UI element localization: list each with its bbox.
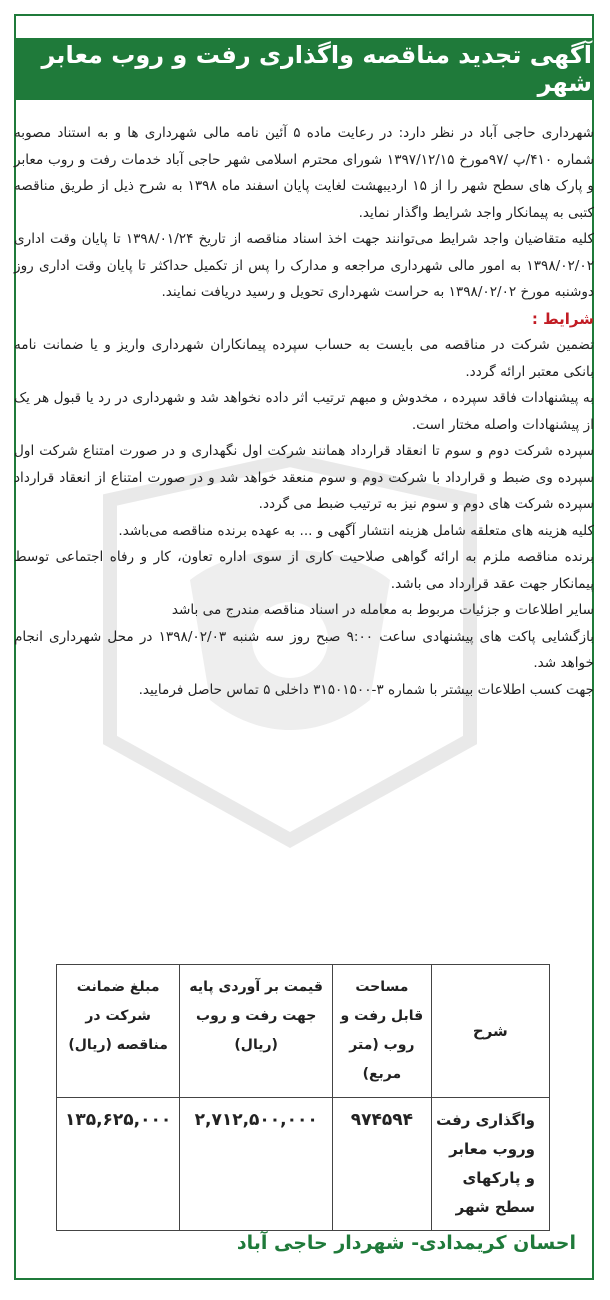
condition-item: برنده مناقصه ملزم به ارائه گواهی صلاحیت کاری از سوی اداره تعاون، کار و رفاه اجتماعی توسط پیمانکار جهت عقد قرارداد می باشد. [14, 549, 594, 592]
condition-item: سایر اطلاعات و جزئیات مربوط به معامله در اسناد مناقصه مندرج می باشد [171, 602, 594, 618]
signature: احسان کریمدادی- شهردار حاجی آباد [236, 1232, 576, 1254]
condition-item: سپرده شرکت دوم و سوم تا انعقاد قرارداد همانند شرکت اول نگهداری و در صورت امتناع شرکت اول سپرده وی ضبط و قرارداد با شرکت دوم و سوم منعقد خواهد شد و در صورت امتناع از انعقاد قرارداد سپرده شرکت های دوم و سوم نیز به ترتیب ضبط می گردد. [14, 443, 594, 512]
document-collection-paragraph: کلیه متقاضیان واجد شرایط می‌توانند جهت اخذ اسناد مناقصه از تاریخ ۱۳۹۸/۰۱/۲۴ تا پایان وقت اداری ۱۳۹۸/۰۲/۰۲ به امور مالی شهرداری مراجعه و مدارک را پس از تکمیل حداکثر تا پایان وقت اداری روز دوشنبه مورخ ۱۳۹۸/۰۲/۰۲ به حراست شهرداری تحویل و رسید دریافت نمایند. [14, 231, 594, 300]
header-area: مساحت قابل رفت و روب (متر مربع) [333, 965, 432, 1098]
cell-base-price: ۲,۷۱۲,۵۰۰,۰۰۰ [180, 1098, 333, 1231]
condition-item: به پیشنهادات فاقد سپرده ، مخدوش و مبهم ترتیب اثر داده نخواهد شد و شهرداری در رد یا قبول هر یک از پیشنهادات واصله مختار است. [14, 390, 594, 433]
condition-item: بازگشایی پاکت های پیشنهادی ساعت ۹:۰۰ صبح روز سه شنبه ۱۳۹۸/۰۲/۰۳ در محل شهرداری انجام خواهد شد. [14, 628, 595, 671]
condition-item: کلیه هزینه های متعلقه شامل هزینه انتشار آگهی و ... به عهده برنده مناقصه می‌باشد. [118, 522, 594, 539]
cell-guarantee: ۱۳۵,۶۲۵,۰۰۰ [57, 1098, 180, 1231]
notice-title: آگهی تجدید مناقصه واگذاری رفت و روب معابر شهر [41, 41, 592, 97]
header-description: شرح [431, 965, 549, 1098]
header-base-price: قیمت بر آوردی پایه جهت رفت و روب (ریال) [180, 965, 333, 1098]
condition-item: تضمین شرکت در مناقصه می بایست به حساب سپرده پیمانکاران شهرداری واریز و یا ضمانت نامه بانکی معتبر ارائه گردد. [14, 337, 594, 380]
notice-title-banner [16, 38, 592, 100]
notice-body [14, 120, 594, 703]
cell-area: ۹۷۴۵۹۴ [333, 1098, 432, 1231]
tender-items-table [56, 964, 550, 1231]
cell-description: واگذاری رفت وروب معابر و پارکهای سطح شهر [431, 1098, 549, 1231]
intro-paragraph: شهرداری حاجی آباد در نظر دارد: در رعایت ماده ۵ آئین نامه مالی شهرداری ها و به استناد مصوبه شماره ۴۱۰/پ /۹۷مورخ ۱۳۹۷/۱۲/۱۵ شورای محترم اسلامی شهر حاجی آباد خدمات رفت و روب معابر و پارک های سطح شهر را از ۱۵ اردیبهشت لغایت پایان اسفند ماه ۱۳۹۸ به شرح ذیل از طریق مناقصه کتبی به پیمانکار واجد شرایط واگذار نماید. [14, 125, 595, 221]
condition-item: جهت کسب اطلاعات بیشتر با شماره ۳-۳۱۵۰۱۵۰۰ داخلی ۵ تماس حاصل فرمایید. [138, 681, 594, 698]
table-header-row [57, 965, 550, 1098]
header-guarantee: مبلغ ضمانت شرکت در مناقصه (ریال) [57, 965, 180, 1098]
conditions-heading: شرایط : [531, 309, 594, 328]
table-row [57, 1098, 550, 1231]
